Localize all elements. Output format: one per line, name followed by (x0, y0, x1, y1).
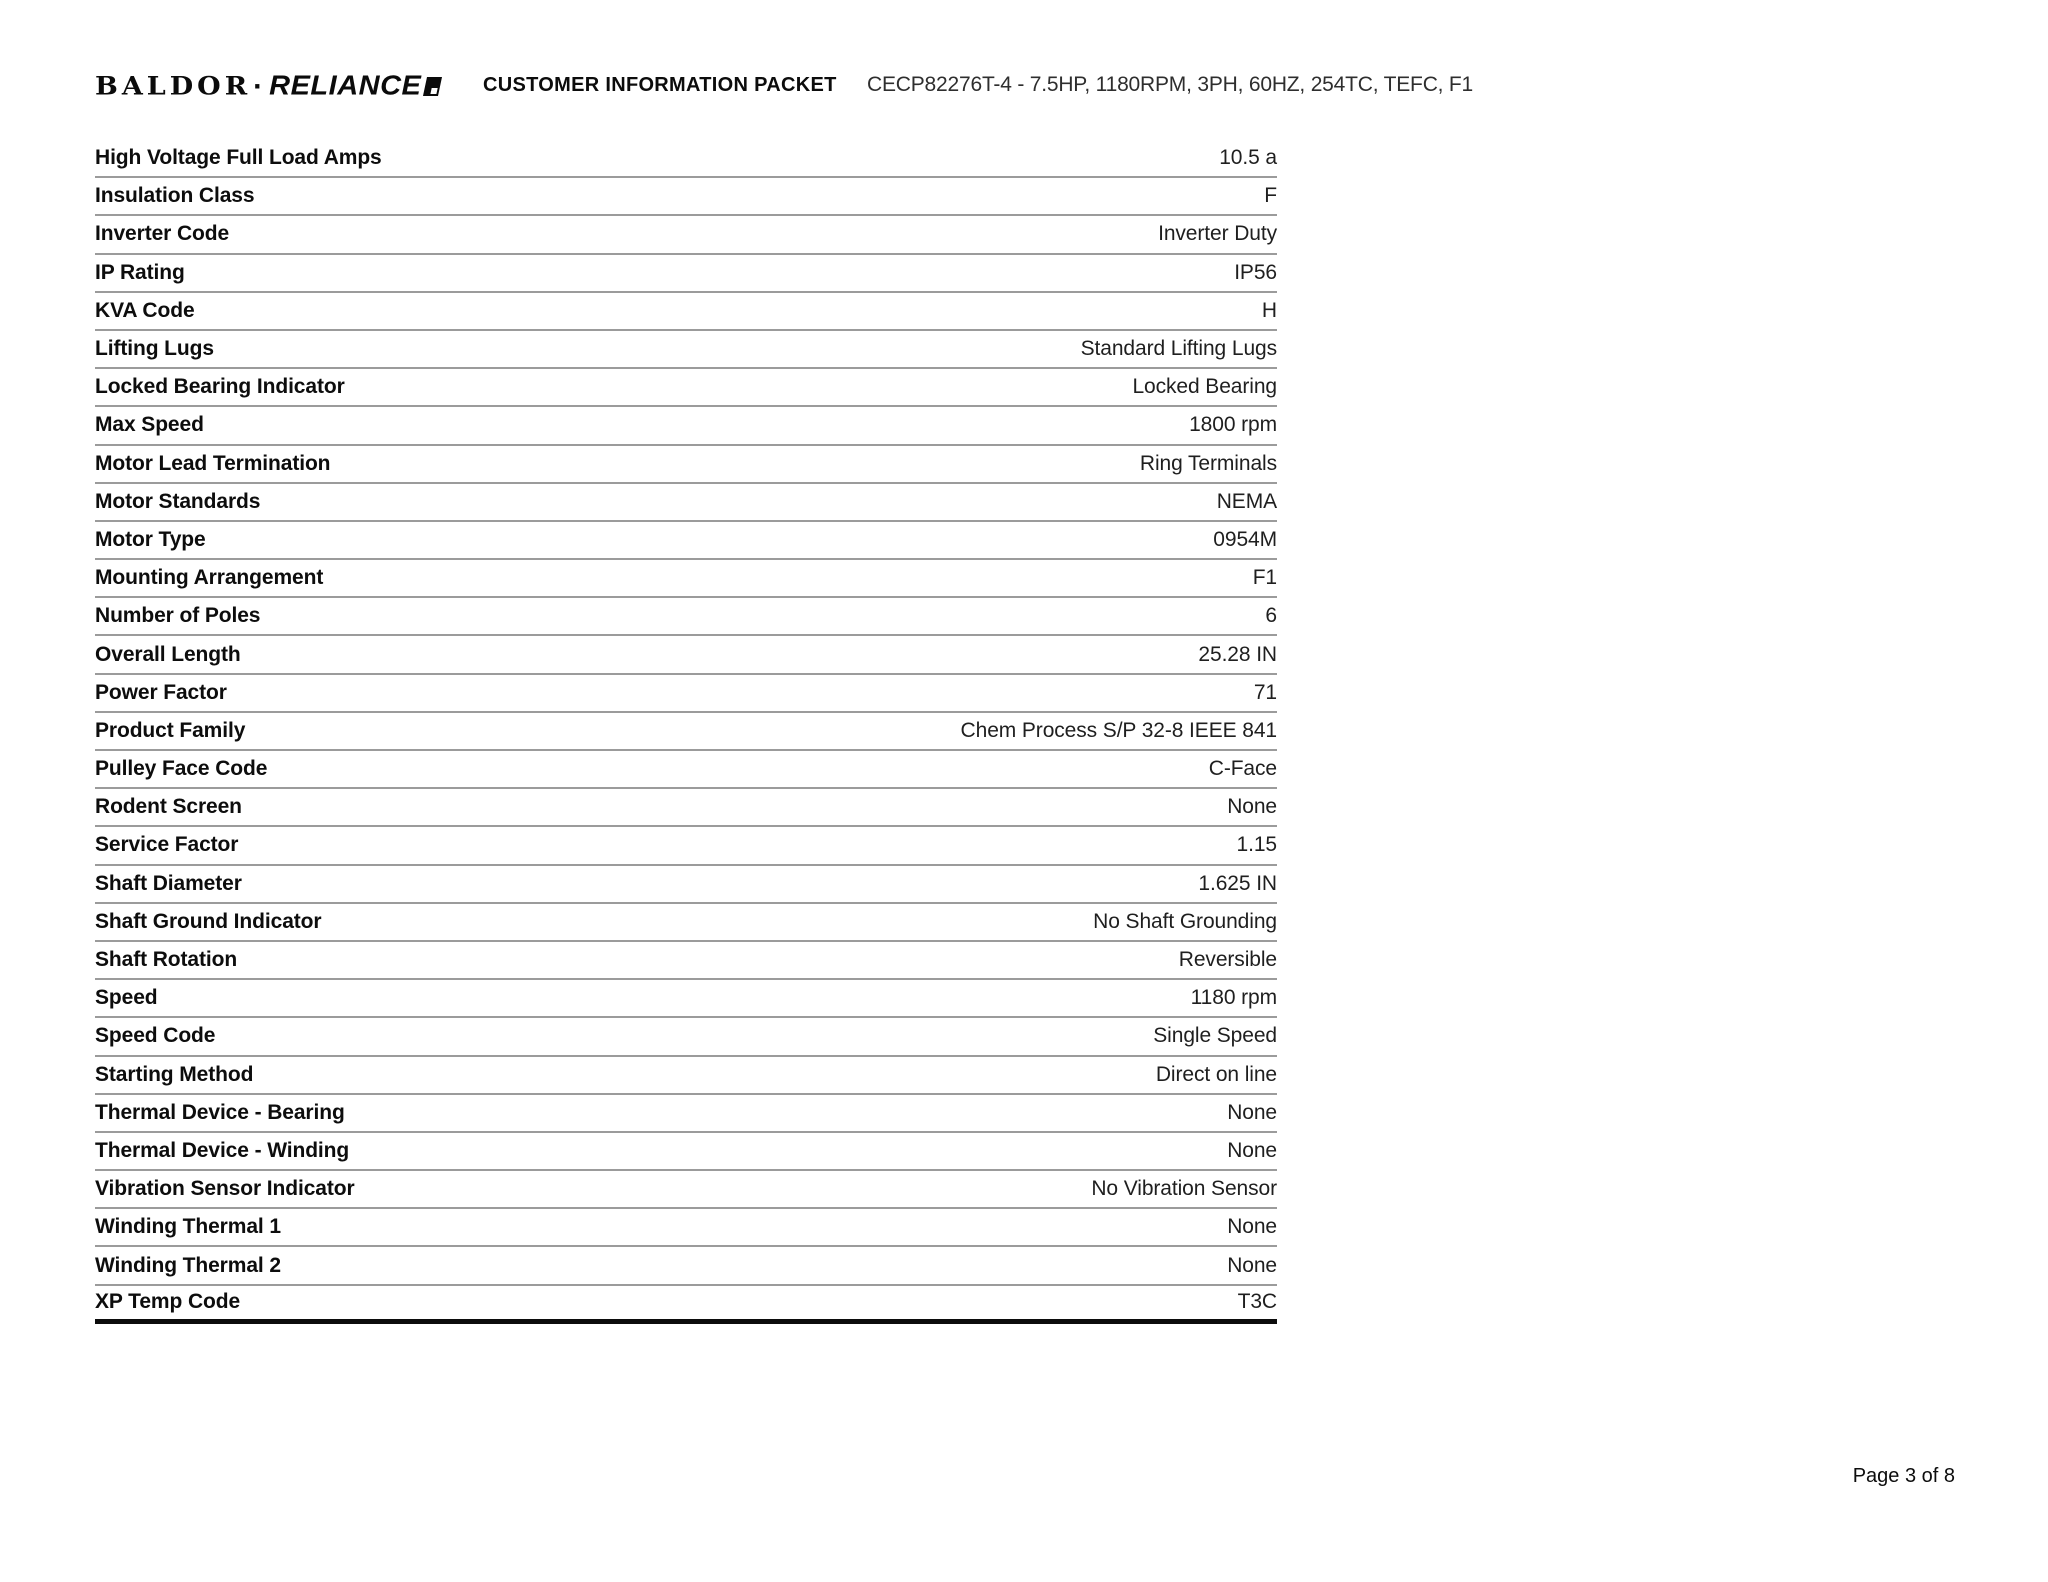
table-row (95, 1095, 1277, 1133)
table-row (95, 1286, 1277, 1324)
row-label: Winding Thermal 1 (95, 1215, 281, 1239)
catalog-model-spec: CECP82276T-4 - 7.5HP, 1180RPM, 3PH, 60HZ, 254TC, TEFC, F1 (867, 73, 1474, 96)
row-label: Shaft Ground Indicator (95, 909, 322, 933)
table-row (95, 560, 1277, 598)
row-value: Standard Lifting Lugs (1080, 337, 1277, 361)
table-row (95, 675, 1277, 713)
logo-reliance-text: RELIANCE (269, 70, 422, 102)
row-value: Chem Process S/P 32-8 IEEE 841 (960, 718, 1277, 742)
row-value: 1.15 (1236, 833, 1277, 857)
document-title: CUSTOMER INFORMATION PACKET (483, 74, 837, 96)
row-label: Locked Bearing Indicator (95, 375, 345, 399)
row-label: Motor Standards (95, 489, 261, 513)
table-row (95, 1057, 1277, 1095)
table-row (95, 789, 1277, 827)
row-value: C-Face (1208, 757, 1277, 781)
table-row (95, 713, 1277, 751)
table-row (95, 636, 1277, 674)
row-label: Starting Method (95, 1062, 254, 1086)
row-label: Number of Poles (95, 604, 261, 628)
row-label: Speed (95, 986, 158, 1010)
table-row (95, 1133, 1277, 1171)
row-label: Power Factor (95, 680, 227, 704)
table-row (95, 1247, 1277, 1285)
baldor-reliance-logo (95, 70, 440, 103)
row-value: 25.28 IN (1198, 642, 1277, 666)
table-row (95, 484, 1277, 522)
table-row (95, 140, 1277, 178)
row-value: None (1227, 1215, 1277, 1239)
row-value: Single Speed (1153, 1024, 1277, 1048)
table-row (95, 331, 1277, 369)
row-value: Inverter Duty (1158, 222, 1277, 246)
table-row (95, 827, 1277, 865)
row-label: Overall Length (95, 642, 241, 666)
row-label: Thermal Device - Winding (95, 1138, 350, 1162)
row-label: Motor Lead Termination (95, 451, 331, 475)
table-row (95, 980, 1277, 1018)
row-value: 1.625 IN (1198, 871, 1277, 895)
row-label: Pulley Face Code (95, 757, 268, 781)
table-row (95, 407, 1277, 445)
row-value: NEMA (1216, 489, 1277, 513)
row-label: Speed Code (95, 1024, 216, 1048)
table-row (95, 1209, 1277, 1247)
table-row (95, 446, 1277, 484)
row-value: None (1227, 1100, 1277, 1124)
row-label: Mounting Arrangement (95, 566, 324, 590)
row-value: 6 (1265, 604, 1277, 628)
row-label: Shaft Diameter (95, 871, 242, 895)
row-value: 1800 rpm (1189, 413, 1277, 437)
logo-dot-separator: · (253, 69, 264, 103)
row-value: 1180 rpm (1190, 986, 1277, 1010)
logo-baldor-text: BALDOR (95, 72, 252, 101)
row-label: IP Rating (95, 260, 185, 284)
reliance-registered-mark-icon (423, 77, 442, 96)
row-label: XP Temp Code (95, 1290, 241, 1314)
row-label: Rodent Screen (95, 795, 242, 819)
table-row (95, 598, 1277, 636)
table-row (95, 255, 1277, 293)
row-label: KVA Code (95, 298, 195, 322)
row-label: Shaft Rotation (95, 948, 238, 972)
row-value: No Shaft Grounding (1093, 909, 1277, 933)
row-value: Direct on line (1155, 1062, 1277, 1086)
row-label: Product Family (95, 718, 246, 742)
table-row (95, 522, 1277, 560)
table-row (95, 942, 1277, 980)
table-row (95, 216, 1277, 254)
row-label: Lifting Lugs (95, 337, 214, 361)
row-value: F (1264, 184, 1277, 208)
table-row (95, 751, 1277, 789)
row-value: Ring Terminals (1139, 451, 1277, 475)
table-row (95, 1171, 1277, 1209)
row-value: 71 (1253, 680, 1277, 704)
table-row (95, 866, 1277, 904)
row-value: H (1261, 298, 1277, 322)
row-value: None (1227, 1138, 1277, 1162)
row-value: 0954M (1213, 527, 1277, 551)
row-label: Insulation Class (95, 184, 255, 208)
spec-table (95, 140, 1277, 1324)
row-value: T3C (1237, 1290, 1277, 1314)
row-label: Thermal Device - Bearing (95, 1100, 345, 1124)
table-row (95, 1018, 1277, 1056)
row-label: Vibration Sensor Indicator (95, 1177, 355, 1201)
page-header (0, 0, 2048, 120)
row-label: Inverter Code (95, 222, 230, 246)
page-number: Page 3 of 8 (1852, 1465, 1955, 1487)
table-row (95, 369, 1277, 407)
row-label: High Voltage Full Load Amps (95, 146, 382, 170)
row-label: Winding Thermal 2 (95, 1253, 281, 1277)
row-value: None (1227, 1253, 1277, 1277)
row-value: None (1227, 795, 1277, 819)
row-value: Reversible (1178, 948, 1277, 972)
row-label: Motor Type (95, 527, 206, 551)
row-value: No Vibration Sensor (1091, 1177, 1277, 1201)
row-label: Service Factor (95, 833, 239, 857)
row-value: IP56 (1234, 260, 1277, 284)
table-row (95, 293, 1277, 331)
row-value: 10.5 a (1219, 146, 1277, 170)
row-value: Locked Bearing (1132, 375, 1277, 399)
row-label: Max Speed (95, 413, 204, 437)
row-value: F1 (1252, 566, 1277, 590)
table-row (95, 178, 1277, 216)
table-row (95, 904, 1277, 942)
